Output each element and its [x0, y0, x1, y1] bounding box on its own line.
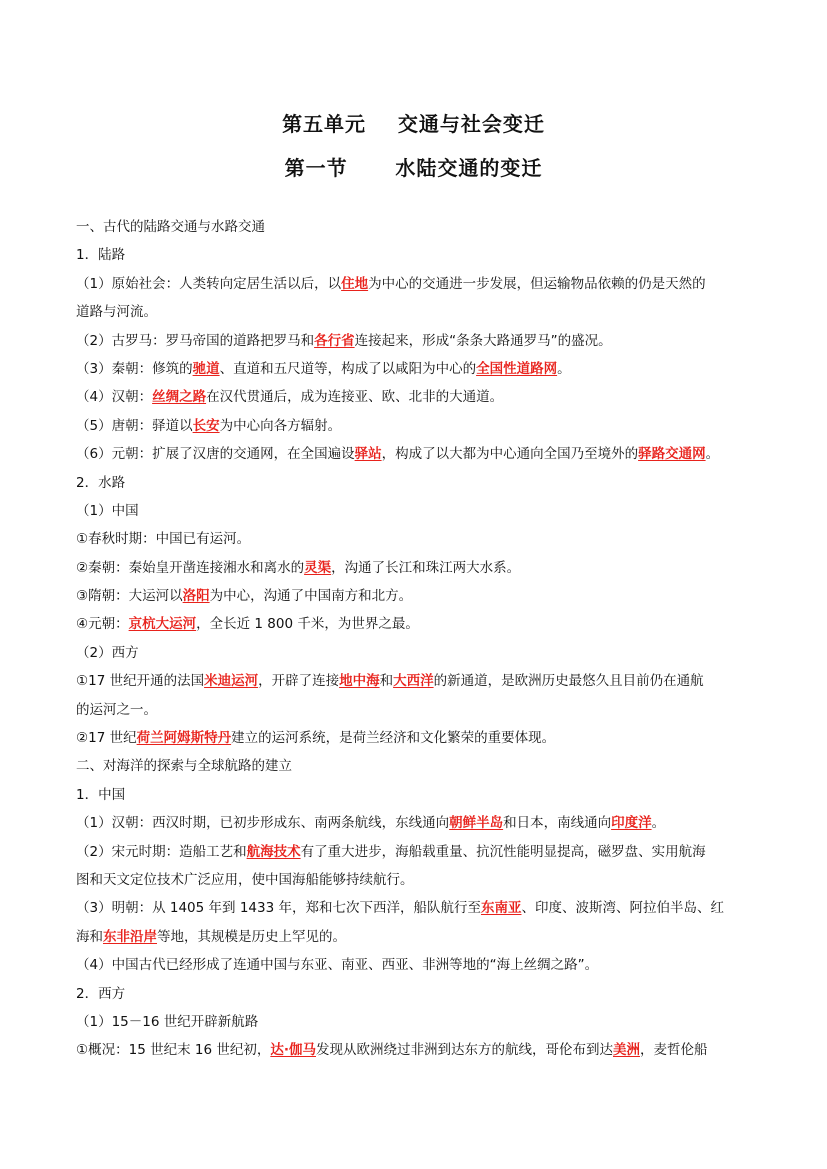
- text-run: 为中心向各方辐射。: [219, 417, 342, 434]
- key-term: 京杭大运河: [128, 616, 197, 633]
- text-run: 、直道和五尺道等，构成了以咸阳为中心的: [219, 360, 477, 377]
- text-line: [76, 412, 756, 440]
- text-run: （6）元朝：扩展了汉唐的交通网，在全国遍设: [76, 446, 355, 463]
- key-term: 各行省: [314, 332, 355, 349]
- key-term: 住地: [341, 275, 369, 292]
- key-term: 大西洋: [393, 673, 434, 690]
- text-line: [76, 781, 756, 809]
- text-run: （1）15－16 世纪开辟新航路: [76, 1013, 259, 1030]
- key-term: 东非沿岸: [103, 928, 157, 945]
- text-line: [76, 980, 756, 1008]
- section-heading: [76, 752, 756, 780]
- key-term: 米迪运河: [204, 673, 259, 690]
- text-run: 2．西方: [76, 985, 126, 1002]
- text-line: [76, 440, 756, 468]
- text-run: 和日本，南线通向: [503, 815, 612, 832]
- text-line: [76, 667, 756, 695]
- text-line: [76, 554, 756, 582]
- text-run: ②17 世纪: [76, 730, 137, 747]
- text-run: （3）秦朝：修筑的: [76, 360, 193, 377]
- text-run: ①17 世纪开通的法国: [76, 673, 205, 690]
- text-line: [76, 838, 756, 866]
- text-line: [76, 696, 756, 724]
- document-body: [76, 213, 756, 1065]
- text-run: ，构成了以大都为中心通向全国乃至境外的: [381, 446, 639, 463]
- text-line: [76, 1036, 756, 1064]
- text-run: ④元朝：: [76, 616, 129, 633]
- text-run: 、印度、波斯湾、阿拉伯半岛、红: [521, 900, 724, 917]
- text-run: 2．水路: [76, 474, 126, 491]
- text-line: [76, 241, 756, 269]
- text-run: 和: [379, 673, 394, 690]
- text-run: 的运河之一。: [76, 701, 157, 718]
- text-line: [76, 298, 756, 326]
- text-line: [76, 469, 756, 497]
- key-term: 驿站: [354, 446, 382, 463]
- text-line: [76, 610, 756, 638]
- key-term: 灵渠: [304, 559, 332, 576]
- text-run: （2）宋元时期：造船工艺和: [76, 843, 247, 860]
- text-run: ，沟通了长江和珠江两大水系。: [331, 559, 521, 576]
- text-line: [76, 327, 756, 355]
- unit-title: 第五单元 交通与社会变迁: [282, 112, 545, 136]
- text-run: 的新通道，是欧洲历史最悠久且目前仍在通航: [433, 673, 704, 690]
- text-run: ②秦朝：秦始皇开凿连接湘水和离水的: [76, 559, 305, 576]
- text-line: [76, 639, 756, 667]
- key-term: 达·伽马: [270, 1042, 316, 1059]
- section-heading: [76, 213, 756, 241]
- key-term: 航海技术: [246, 843, 301, 860]
- text-run: 1．中国: [76, 786, 126, 803]
- text-run: 有了重大进步，海船载重量、抗沉性能明显提高，磁罗盘、实用航海: [300, 843, 706, 860]
- text-run: （5）唐朝：驿道以: [76, 417, 193, 434]
- text-line: [76, 582, 756, 610]
- text-line: [76, 894, 756, 922]
- text-line: [76, 724, 756, 752]
- key-term: 丝绸之路: [152, 389, 207, 406]
- text-run: （4）中国古代已经形成了连通中国与东亚、南亚、西亚、非洲等地的“海上丝绸之路”。: [76, 957, 599, 974]
- text-run: （1）汉朝：西汉时期，已初步形成东、南两条航线，东线通向: [76, 815, 450, 832]
- text-run: 。: [705, 446, 720, 463]
- key-term: 长安: [192, 417, 220, 434]
- text-run: ，全长近 1 800 千米，为世界之最。: [196, 616, 419, 633]
- text-run: 等地，其规模是历史上罕见的。: [157, 928, 346, 945]
- text-line: [76, 270, 756, 298]
- text-run: 。: [557, 360, 571, 377]
- key-term: 地中海: [339, 673, 380, 690]
- text-line: [76, 1008, 756, 1036]
- text-line: [76, 383, 756, 411]
- key-term: 全国性道路网: [476, 360, 558, 377]
- text-line: [76, 951, 756, 979]
- text-run: 。: [651, 815, 666, 832]
- text-run: （2）西方: [76, 644, 139, 661]
- text-run: ，麦哲伦船: [639, 1042, 708, 1059]
- key-term: 驰道: [192, 360, 220, 377]
- text-run: （4）汉朝：: [76, 389, 153, 406]
- text-run: 为中心的交通进一步发展，但运输物品依赖的仍是天然的: [368, 275, 706, 292]
- text-run: 二、对海洋的探索与全球航路的建立: [76, 758, 292, 775]
- text-line: [76, 923, 756, 951]
- text-line: [76, 866, 756, 894]
- text-run: 建立的运河系统，是荷兰经济和文化繁荣的重要体现。: [231, 730, 556, 747]
- text-run: 为中心，沟通了中国南方和北方。: [209, 588, 413, 605]
- text-run: ①春秋时期：中国已有运河。: [76, 531, 251, 548]
- text-run: 在汉代贯通后，成为连接亚、欧、北非的大通道。: [206, 389, 504, 406]
- text-run: 道路与河流。: [76, 304, 157, 321]
- text-line: [76, 497, 756, 525]
- key-term: 印度洋: [611, 815, 652, 832]
- text-run: （2）古罗马：罗马帝国的道路把罗马和: [76, 332, 315, 349]
- text-run: （1）中国: [76, 502, 139, 519]
- section-title: 第一节 水陆交通的变迁: [284, 156, 543, 180]
- key-term: 朝鲜半岛: [449, 815, 504, 832]
- text-line: [76, 525, 756, 553]
- text-run: （1）原始社会：人类转向定居生活以后，以: [76, 275, 342, 292]
- text-run: 海和: [76, 928, 103, 945]
- key-term: 东南亚: [480, 900, 522, 917]
- text-run: 1．陆路: [76, 247, 126, 264]
- text-run: 图和天文定位技术广泛应用，使中国海船能够持续航行。: [76, 871, 414, 888]
- key-term: 荷兰阿姆斯特丹: [136, 730, 232, 747]
- text-run: ③隋朝：大运河以: [76, 588, 183, 605]
- text-line: [76, 809, 756, 837]
- text-run: 一、古代的陆路交通与水路交通: [76, 219, 265, 235]
- text-run: ①概况：15 世纪末 16 世纪初，: [76, 1042, 271, 1059]
- text-run: 发现从欧洲绕过非洲到达东方的航线，哥伦布到达: [315, 1042, 613, 1059]
- text-line: [76, 355, 756, 383]
- text-run: （3）明朝：从 1405 年到 1433 年，郑和七次下西洋，船队航行至: [76, 900, 481, 917]
- key-term: 洛阳: [182, 588, 210, 605]
- text-run: 连接起来，形成“条条大路通罗马”的盛况。: [354, 332, 612, 349]
- text-run: ，开辟了连接: [258, 673, 340, 690]
- key-term: 美洲: [612, 1042, 640, 1059]
- key-term: 驿路交通网: [638, 446, 706, 463]
